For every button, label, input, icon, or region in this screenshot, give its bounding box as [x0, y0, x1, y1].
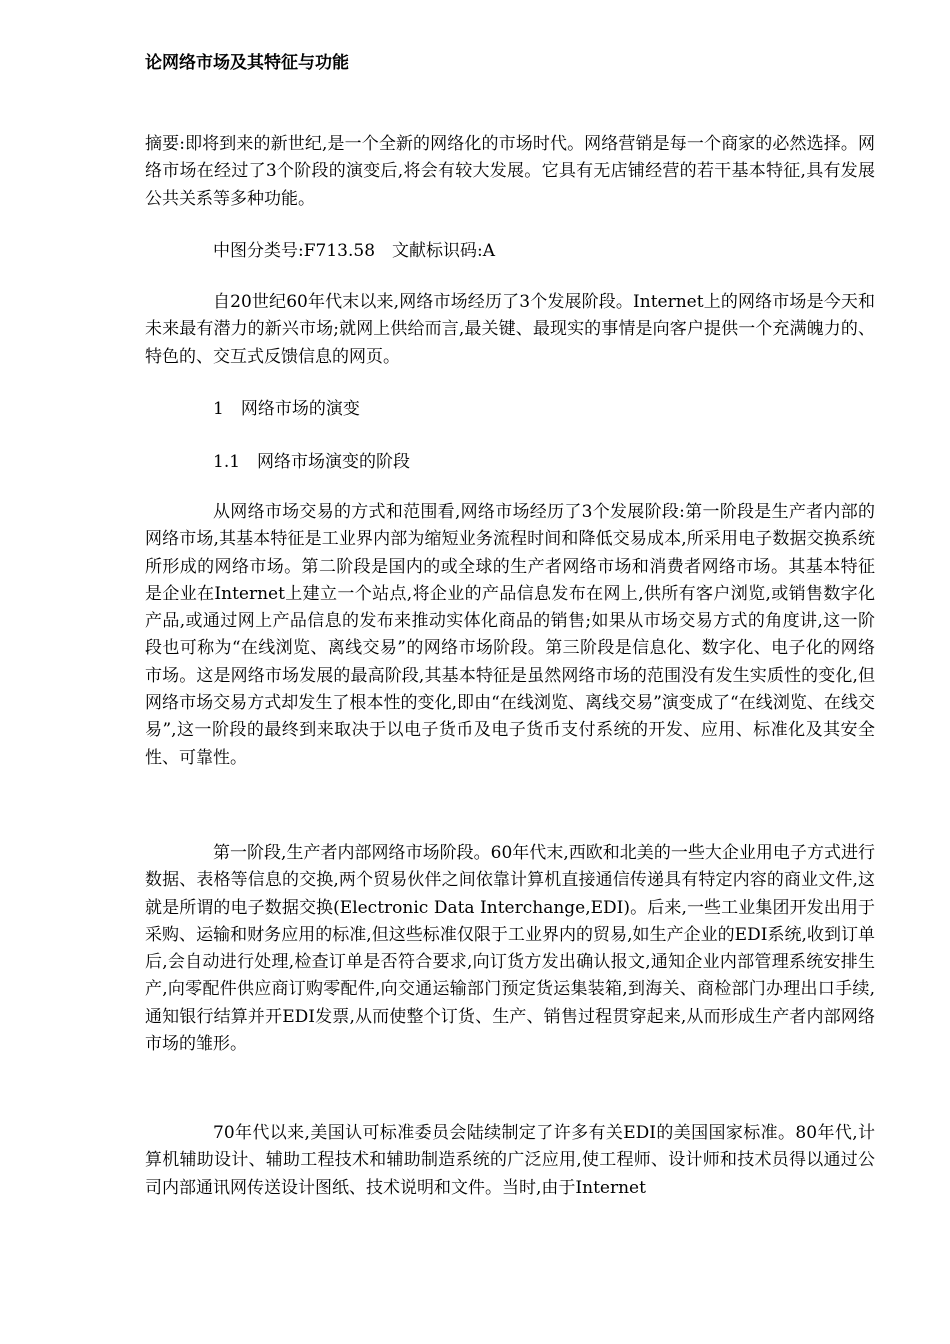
- section-heading-1-1: 1.1 网络市场演变的阶段: [213, 452, 411, 472]
- body-paragraph-3: 70年代以来,美国认可标准委员会陆续制定了许多有关EDI的美国国家标准。80年代,计算机辅助设计、辅助工程技术和辅助制造系统的广泛应用,使工程师、设计师和技术员得以通过公司内部通讯网传送设计图纸、技术说明和文件。当时,由于Internet: [145, 1123, 875, 1198]
- abstract-paragraph: 摘要:即将到来的新世纪,是一个全新的网络化的市场时代。网络营销是每一个商家的必然选择。网络市场在经过了3个阶段的演变后,将会有较大发展。它具有无店铺经营的若干基本特征,具有发展公共关系等多种功能。: [145, 134, 875, 209]
- body-paragraph-2: 第一阶段,生产者内部网络市场阶段。60年代末,西欧和北美的一些大企业用电子方式进行数据、表格等信息的交换,两个贸易伙伴之间依靠计算机直接通信传递具有特定内容的商业文件,这就是所谓的电子数据交换(Electronic Data Interchange,EDI)。后来,一些工业集团开发出用于采购、运输和财务应用的标准,但这些标准仅限于工业界内的贸易,如生产企业的EDI系统,收到订单后,会自动进行处理,检查订单是否符合要求,向订货方发出确认报文,通知企业内部管理系统安排生产,向零配件供应商订购零配件,向交通运输部门预定货运集装箱,到海关、商检部门办理出口手续,通知银行结算并开EDI发票,从而使整个订货、生产、销售过程贯穿起来,从而形成生产者内部网络市场的雏形。: [145, 843, 875, 1055]
- section-heading-1: 1 网络市场的演变: [213, 399, 360, 419]
- document-title: 论网络市场及其特征与功能: [145, 53, 349, 73]
- body-paragraph-1: 从网络市场交易的方式和范围看,网络市场经历了3个发展阶段:第一阶段是生产者内部的网络市场,其基本特征是工业界内部为缩短业务流程时间和降低交易成本,所采用电子数据交换系统所形成的网络市场。第二阶段是国内的或全球的生产者网络市场和消费者网络市场。其基本特征是企业在Internet上建立一个站点,将企业的产品信息发布在网上,供所有客户浏览,或销售数字化产品,或通过网上产品信息的发布来推动实体化商品的销售;如果从市场交易方式的角度讲,这一阶段也可称为“在线浏览、离线交易”的网络市场阶段。第三阶段是信息化、数字化、电子化的网络市场。这是网络市场发展的最高阶段,其基本特征是虽然网络市场的范围没有发生实质性的变化,但网络市场交易方式却发生了根本性的变化,即由“在线浏览、离线交易”演变成了“在线浏览、在线交易”,这一阶段的最终到来取决于以电子货币及电子货币支付系统的开发、应用、标准化及其安全性、可靠性。: [145, 502, 875, 768]
- intro-paragraph: 自20世纪60年代末以来,网络市场经历了3个发展阶段。Internet上的网络市场是今天和未来最有潜力的新兴市场;就网上供给而言,最关键、最现实的事情是向客户提供一个充满魄力的、特色的、交互式反馈信息的网页。: [145, 292, 875, 367]
- classification-line: 中图分类号:F713.58 文献标识码:A: [213, 241, 496, 261]
